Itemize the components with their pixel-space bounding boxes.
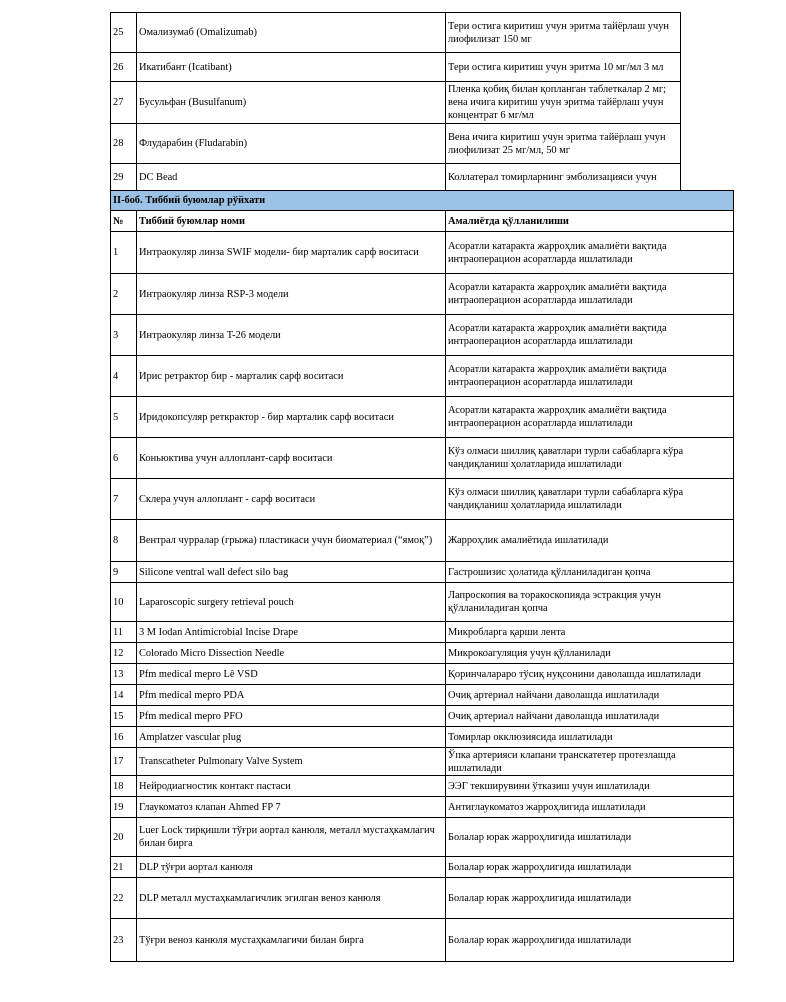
item-name: Pfm medical mepro Lê VSD (137, 664, 446, 685)
row-number: 7 (111, 479, 137, 520)
item-name: Amplatzer vascular plug (137, 727, 446, 748)
table-row (111, 232, 734, 274)
item-usage: Очиқ артериал найчани даволашда ишлатилади (446, 685, 734, 706)
item-name: Ирис ретрактор бир - марталик сарф воситаси (137, 356, 446, 397)
table-body (111, 13, 734, 962)
row-number: 29 (111, 164, 137, 191)
item-usage: Тери остига киритиш учун эритма тайёрлаш учун лиофилизат 150 мг (446, 13, 681, 53)
row-number: 28 (111, 124, 137, 164)
item-name: 3 M Iodan Antimicrobial Incise Drape (137, 622, 446, 643)
table-row (111, 685, 734, 706)
row-number: 25 (111, 13, 137, 53)
item-usage: Очиқ артериал найчани даволашда ишлатилади (446, 706, 734, 727)
item-usage: Болалар юрак жарроҳлигида ишлатилади (446, 878, 734, 919)
section-header-row (111, 191, 734, 211)
row-number: 18 (111, 776, 137, 797)
item-usage: Асоратли катаракта жарроҳлик амалиёти вақтида интраоперацион асоратларда ишлатилади (446, 315, 734, 356)
table-row (111, 520, 734, 562)
item-name: Laparoscopic surgery retrieval pouch (137, 583, 446, 622)
item-name: Интраокуляр линза SWIF модели- бир марталик сарф воситаси (137, 232, 446, 274)
item-usage: Ўпка артерияси клапани транскатетер протезлашда ишлатилади (446, 748, 734, 776)
item-usage: Қоринчалараро тўсиқ нуқсонини даволашда ишлатилади (446, 664, 734, 685)
table-row (111, 748, 734, 776)
item-name: DLP металл мустаҳкамлагичлик эгилган веноз канюля (137, 878, 446, 919)
section-title: II-боб. Тиббий буюмлар рўйхати (111, 191, 734, 211)
item-name: Нейродиагностик контакт пастаси (137, 776, 446, 797)
table-row (111, 818, 734, 857)
item-usage: Жарроҳлик амалиётида ишлатилади (446, 520, 734, 562)
table-row (111, 776, 734, 797)
empty-cell (681, 53, 734, 82)
row-number: 26 (111, 53, 137, 82)
table-row (111, 562, 734, 583)
table-row (111, 164, 734, 191)
row-number: 27 (111, 82, 137, 124)
item-name: Икатибант (Icatibant) (137, 53, 446, 82)
item-name: Интраокуляр линза T-26 модели (137, 315, 446, 356)
item-name: Омализумаб (Omalizumab) (137, 13, 446, 53)
row-number: 12 (111, 643, 137, 664)
row-number: 22 (111, 878, 137, 919)
table-row (111, 643, 734, 664)
item-usage: Болалар юрак жарроҳлигида ишлатилади (446, 818, 734, 857)
row-number: 10 (111, 583, 137, 622)
row-number: 1 (111, 232, 137, 274)
table-row (111, 727, 734, 748)
row-number: 2 (111, 274, 137, 315)
header-number: № (111, 211, 137, 232)
item-usage: Микрокоагуляция учун қўлланилади (446, 643, 734, 664)
item-usage: Асоратли катаракта жарроҳлик амалиёти вақтида интраоперацион асоратларда ишлатилади (446, 274, 734, 315)
item-name: Pfm medical mepro PDA (137, 685, 446, 706)
item-name: Флударабин (Fludarabin) (137, 124, 446, 164)
row-number: 19 (111, 797, 137, 818)
item-usage: Микробларга қарши лента (446, 622, 734, 643)
row-number: 13 (111, 664, 137, 685)
table-row (111, 82, 734, 124)
item-name: Интраокуляр линза RSP-3 модели (137, 274, 446, 315)
item-name: Тўғри веноз канюля мустаҳкамлагичи билан бирга (137, 919, 446, 962)
item-usage: Тери остига киритиш учун эритма 10 мг/мл 3 мл (446, 53, 681, 82)
item-usage: Кўз олмаси шиллиқ қаватлари турли сабабларга кўра чандиқланиш ҳолатларида ишлатилади (446, 438, 734, 479)
header-name: Тиббий буюмлар номи (137, 211, 446, 232)
item-usage: Кўз олмаси шиллиқ қаватлари турли сабабларга кўра чандиқланиш ҳолатларида ишлатилади (446, 479, 734, 520)
medical-items-table (110, 12, 734, 962)
table-row (111, 397, 734, 438)
item-name: DLP тўғри аортал канюля (137, 857, 446, 878)
item-name: Иридокопсуляр реткрактор - бир марталик сарф воситаси (137, 397, 446, 438)
item-name: Luer Lock тирқишли тўғри аортал канюля, металл мустаҳкамлагич билан бирга (137, 818, 446, 857)
row-number: 9 (111, 562, 137, 583)
item-usage: Болалар юрак жарроҳлигида ишлатилади (446, 919, 734, 962)
row-number: 3 (111, 315, 137, 356)
item-name: Вентрал чурралар (грыжа) пластикаси учун биоматериал (“ямоқ”) (137, 520, 446, 562)
empty-cell (681, 13, 734, 53)
item-name: Глаукоматоз клапан Ahmed FP 7 (137, 797, 446, 818)
row-number: 8 (111, 520, 137, 562)
item-usage: Томирлар окклюзиясида ишлатилади (446, 727, 734, 748)
row-number: 4 (111, 356, 137, 397)
row-number: 6 (111, 438, 137, 479)
table-row (111, 706, 734, 727)
table-row (111, 622, 734, 643)
item-usage: Вена ичига киритиш учун эритма тайёрлаш учун лиофилизат 25 мг/мл, 50 мг (446, 124, 681, 164)
item-name: Бусульфан (Busulfanum) (137, 82, 446, 124)
empty-cell (681, 164, 734, 191)
table-row (111, 124, 734, 164)
row-number: 5 (111, 397, 137, 438)
table-row (111, 919, 734, 962)
empty-cell (681, 82, 734, 124)
row-number: 23 (111, 919, 137, 962)
table-row (111, 274, 734, 315)
table-row (111, 13, 734, 53)
row-number: 21 (111, 857, 137, 878)
table-row (111, 53, 734, 82)
item-name: Коньюктива учун аллоплант-сарф воситаси (137, 438, 446, 479)
item-usage: Асоратли катаракта жарроҳлик амалиёти вақтида интраоперацион асоратларда ишлатилади (446, 232, 734, 274)
table-row (111, 797, 734, 818)
table-row (111, 664, 734, 685)
row-number: 15 (111, 706, 137, 727)
table-row (111, 583, 734, 622)
header-usage: Амалиётда қўлланилиши (446, 211, 734, 232)
row-number: 11 (111, 622, 137, 643)
table-row (111, 438, 734, 479)
item-name: Transcatheter Pulmonary Valve System (137, 748, 446, 776)
table-row (111, 356, 734, 397)
column-header-row (111, 211, 734, 232)
item-usage: Лапроскопия ва торакоскопияда эстракция учун қўлланиладиган қопча (446, 583, 734, 622)
table-row (111, 479, 734, 520)
row-number: 14 (111, 685, 137, 706)
item-usage: Коллатерал томирларнинг эмболизацияси учун (446, 164, 681, 191)
item-usage: Антиглаукоматоз жарроҳлигида ишлатилади (446, 797, 734, 818)
item-usage: Пленка қобиқ билан қопланган таблеткалар 2 мг; вена ичига киритиш учун эритма тайёрлаш учун концентрат 6 мг/мл (446, 82, 681, 124)
item-name: Colorado Micro Dissection Needle (137, 643, 446, 664)
row-number: 16 (111, 727, 137, 748)
item-name: Склера учун аллоплант - сарф воситаси (137, 479, 446, 520)
row-number: 17 (111, 748, 137, 776)
item-usage: Асоратли катаракта жарроҳлик амалиёти вақтида интраоперацион асоратларда ишлатилади (446, 356, 734, 397)
table-row (111, 857, 734, 878)
empty-cell (681, 124, 734, 164)
item-name: Silicone ventral wall defect silo bag (137, 562, 446, 583)
row-number: 20 (111, 818, 137, 857)
item-usage: Болалар юрак жарроҳлигида ишлатилади (446, 857, 734, 878)
table-row (111, 878, 734, 919)
item-name: Pfm medical mepro PFO (137, 706, 446, 727)
item-usage: ЭЭГ текширувини ўтказиш учун ишлатилади (446, 776, 734, 797)
item-usage: Асоратли катаракта жарроҳлик амалиёти вақтида интраоперацион асоратларда ишлатилади (446, 397, 734, 438)
item-name: DC Bead (137, 164, 446, 191)
table-row (111, 315, 734, 356)
item-usage: Гастрошизис ҳолатида қўлланиладиган қопча (446, 562, 734, 583)
